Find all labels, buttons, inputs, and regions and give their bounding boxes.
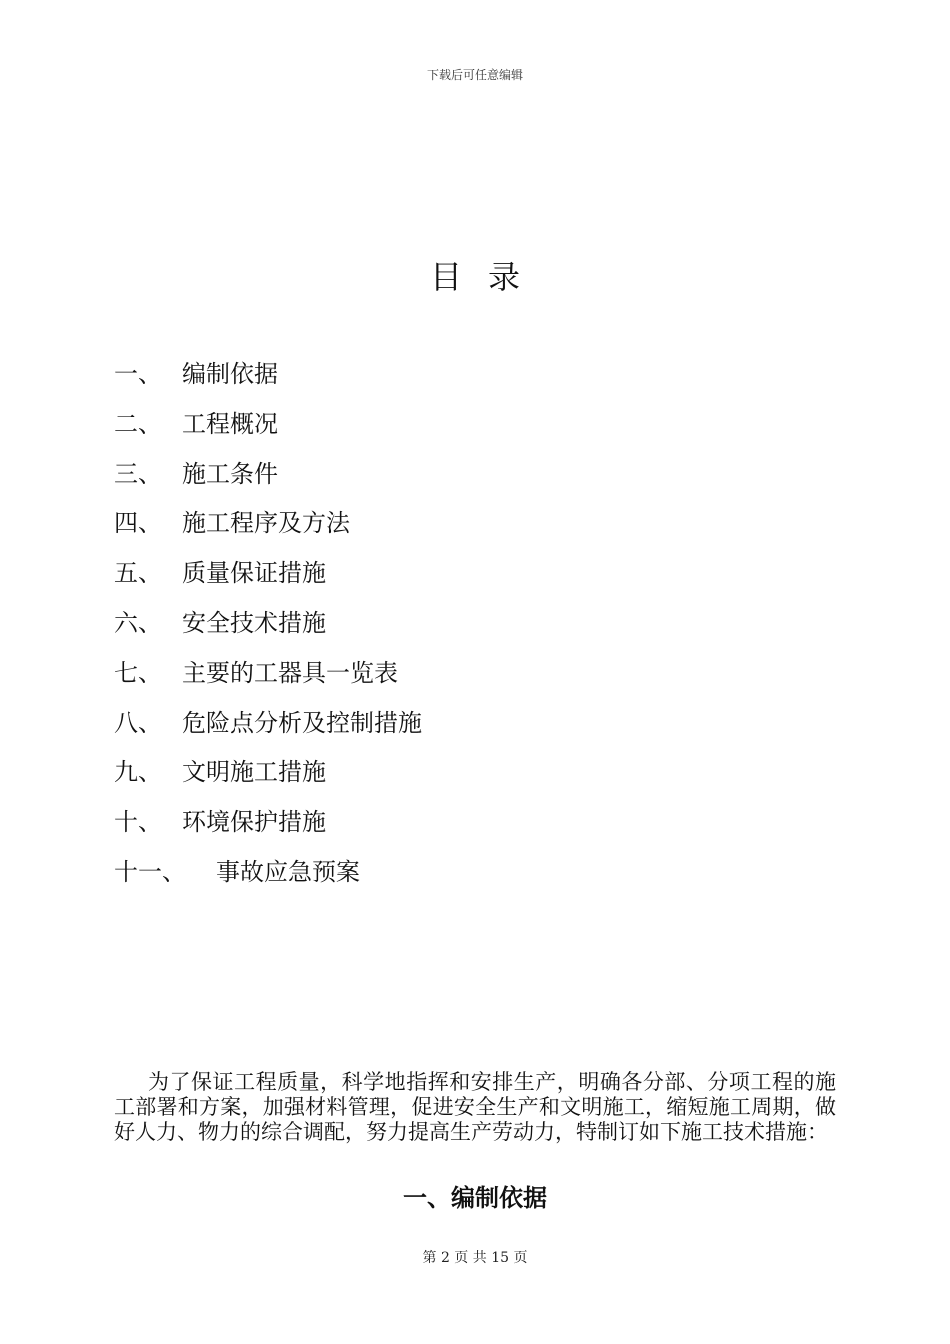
toc-label: 施工程序及方法 xyxy=(182,509,350,538)
toc-number: 九、 xyxy=(114,758,162,787)
toc-label: 安全技术措施 xyxy=(182,608,326,637)
toc-item-7 xyxy=(114,653,422,703)
toc-number: 五、 xyxy=(114,559,162,588)
table-of-contents xyxy=(114,354,422,902)
toc-item-11 xyxy=(114,852,422,902)
toc-label: 主要的工器具一览表 xyxy=(182,658,398,687)
toc-label: 施工条件 xyxy=(182,459,278,488)
intro-paragraph: 为了保证工程质量，科学地指挥和安排生产，明确各分部、分项工程的施工部署和方案，加强材料管理，促进安全生产和文明施工，缩短施工周期，做好人力、物力的综合调配，努力提高生产劳动力，特制订如下施工技术措施： xyxy=(114,1070,836,1144)
toc-number: 一、 xyxy=(114,360,162,388)
toc-number: 八、 xyxy=(114,708,162,737)
toc-item-1 xyxy=(114,354,422,404)
toc-number: 二、 xyxy=(114,409,162,438)
toc-number: 十一、 xyxy=(114,857,186,886)
toc-number: 三、 xyxy=(114,459,162,488)
toc-label: 工程概况 xyxy=(182,409,278,438)
toc-label: 事故应急预案 xyxy=(216,857,360,886)
toc-item-4 xyxy=(114,503,422,553)
toc-label: 危险点分析及控制措施 xyxy=(182,708,422,737)
toc-label: 环境保护措施 xyxy=(182,808,326,837)
toc-item-2 xyxy=(114,404,422,454)
toc-item-6 xyxy=(114,603,422,653)
toc-label: 文明施工措施 xyxy=(182,758,326,787)
page-footer: 第 2 页 共 15 页 xyxy=(422,1250,528,1266)
toc-label: 质量保证措施 xyxy=(182,559,326,588)
toc-item-5 xyxy=(114,553,422,603)
header-note: 下载后可任意编辑 xyxy=(426,68,523,82)
toc-item-8 xyxy=(114,703,422,753)
toc-number: 六、 xyxy=(114,608,162,637)
toc-number: 四、 xyxy=(114,509,162,538)
toc-item-9 xyxy=(114,752,422,802)
toc-label: 编制依据 xyxy=(182,360,278,388)
section-heading: 一、编制依据 xyxy=(403,1184,547,1212)
toc-number: 十、 xyxy=(114,808,162,837)
toc-item-10 xyxy=(114,802,422,852)
toc-item-3 xyxy=(114,454,422,504)
toc-title: 目录 xyxy=(429,258,546,296)
toc-number: 七、 xyxy=(114,658,162,687)
